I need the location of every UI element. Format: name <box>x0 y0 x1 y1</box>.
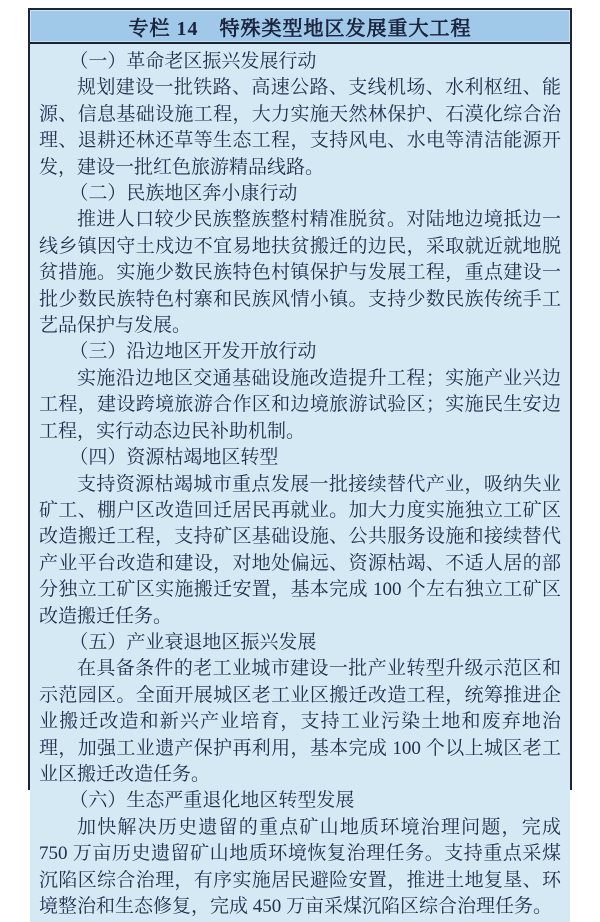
section-paragraph: 规划建设一批铁路、高速公路、支线机场、水利枢纽、能源、信息基础设施工程，大力实施天然林保护、石漠化综合治理、退耕还林还草等生态工程，支持风电、水电等清洁能源开发，建设一批红色旅游精品线路。 <box>39 77 561 178</box>
section-paragraph: 实施沿边地区交通基础设施改造提升工程；实施产业兴边工程，建设跨境旅游合作区和边境旅游试验区；实施民生安边工程，实行动态边民补助机制。 <box>39 367 561 442</box>
feature-box-body <box>30 44 570 922</box>
section-paragraph: 支持资源枯竭城市重点发展一批接续替代产业，吸纳失业矿工、棚户区改造回迁居民再就业。加大力度实施独立工矿区改造搬迁工程，支持矿区基础设施、公共服务设施和接续替代产业平台改造和建设，对地处偏远、资源枯竭、不适人居的部分独立工矿区实施搬迁安置，基本完成 100 个左右独立工矿区改造搬迁任务。 <box>39 473 561 627</box>
feature-box <box>28 8 572 917</box>
box-title: 专栏 14 特殊类型地区发展重大工程 <box>128 17 472 40</box>
section-heading: （二）民族地区奔小康行动 <box>69 183 298 205</box>
section-paragraph: 推进人口较少民族整族整村精准脱贫。对陆地边境抵边一线乡镇因守土戍边不宜易地扶贫搬迁的边民，采取就近就地脱贫措施。实施少数民族特色村镇保护与发展工程，重点建设一批少数民族特色村寨和民族风情小镇。支持少数民族传统手工艺品保护与发展。 <box>39 209 561 337</box>
section-heading: （三）沿边地区开发开放行动 <box>69 341 317 363</box>
feature-box-header <box>30 10 570 44</box>
section-heading: （一）革命老区振兴发展行动 <box>69 51 317 72</box>
section-heading: （六）生态严重退化地区转型发展 <box>69 790 355 812</box>
section-heading: （五）产业衰退地区振兴发展 <box>69 631 317 653</box>
section-paragraph: 在具备条件的老工业城市建设一批产业转型升级示范区和示范园区。全面开展城区老工业区搬迁改造工程，统筹推进企业搬迁改造和新兴产业培育，支持工业污染土地和废弃地治理，加强工业遗产保护再利用，基本完成 100 个以上城区老工业区搬迁改造任务。 <box>39 658 561 785</box>
section-paragraph: 加快解决历史遗留的重点矿山地质环境治理问题，完成 750 万亩历史遗留矿山地质环境恢复治理任务。支持重点采煤沉陷区综合治理，有序实施居民避险安置，推进土地复垦、环境整治和生态修复，完成 450 万亩采煤沉陷区综合治理任务。 <box>39 816 561 917</box>
section-heading: （四）资源枯竭地区转型 <box>69 447 279 469</box>
